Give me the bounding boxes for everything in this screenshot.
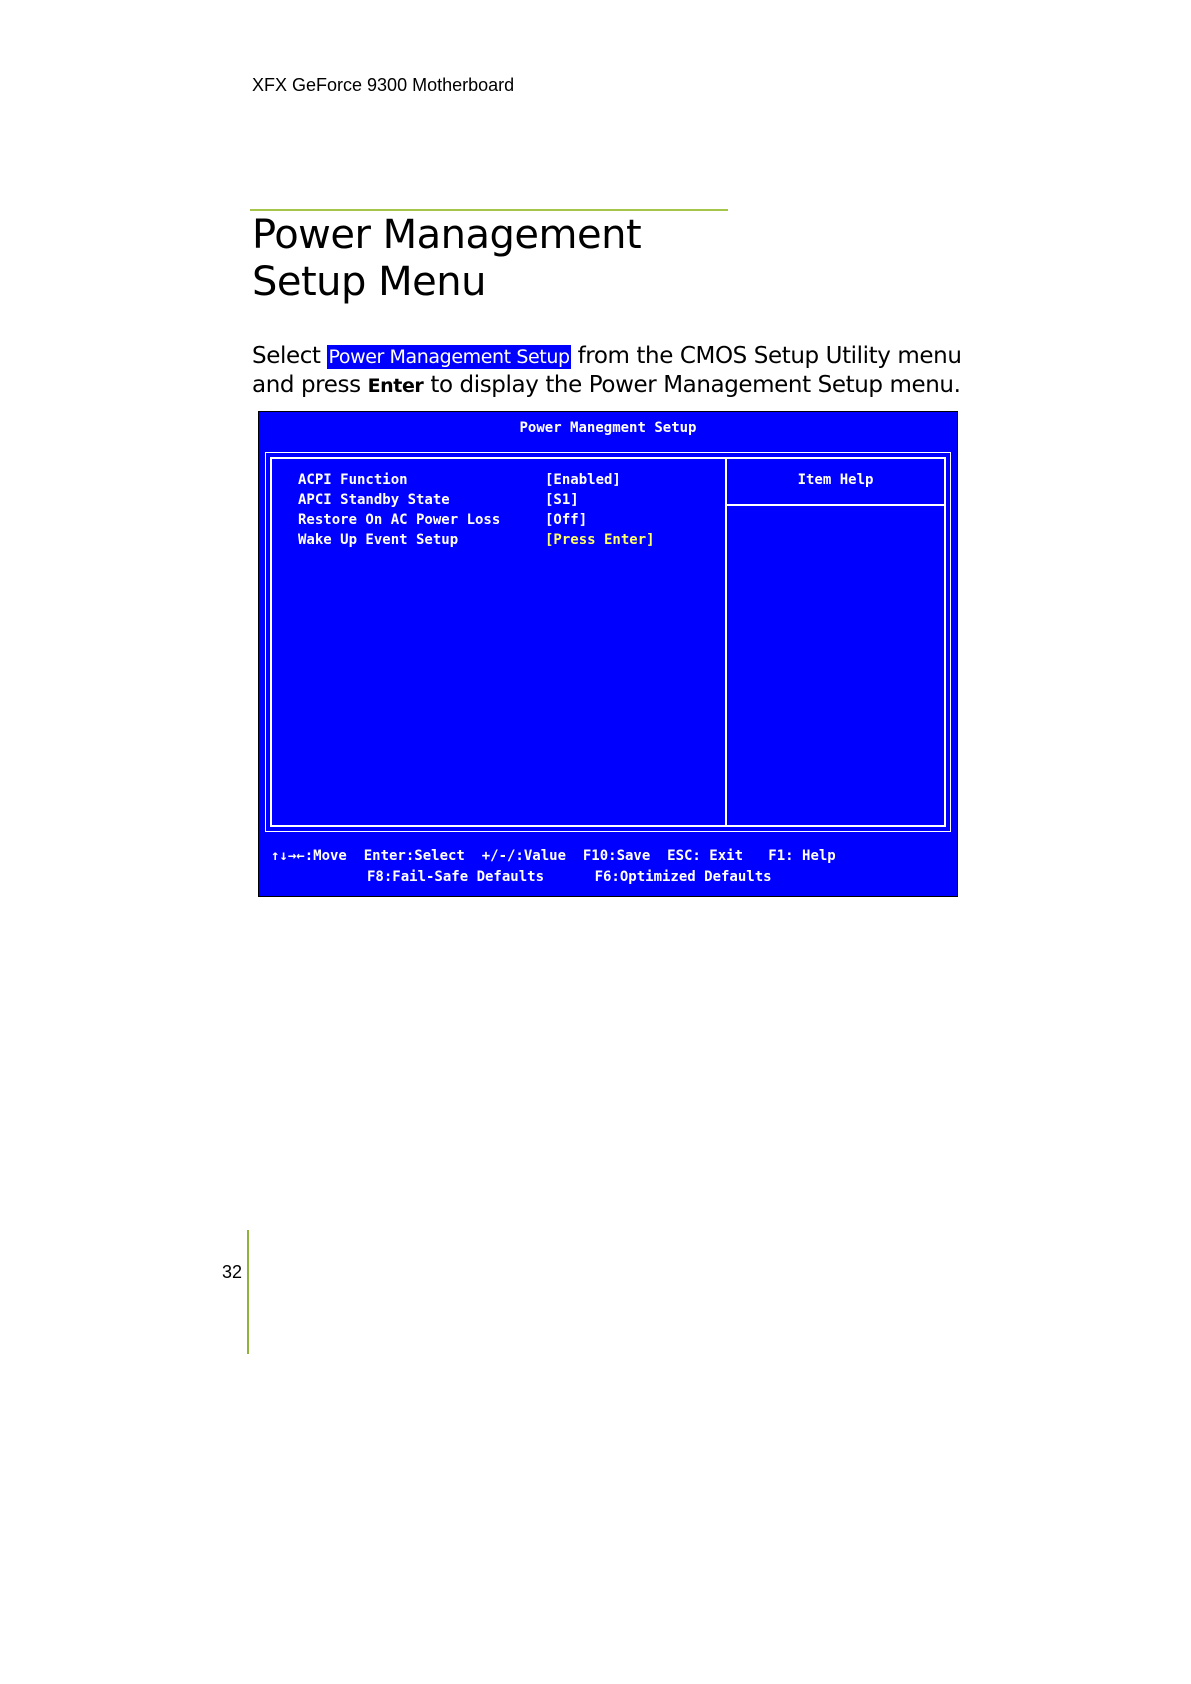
page-number-rule [247,1230,249,1354]
menu-name-highlight: Power Management Setup [328,346,570,368]
setting-label: Restore On AC Power Loss [298,512,501,528]
bios-help-divider [727,504,944,506]
intro-suffix: to display the Power Management Setup menu. [423,372,961,398]
bios-title: Power Manegment Setup [519,420,697,436]
setting-value[interactable]: [Enabled] [545,472,621,488]
bios-screenshot [258,411,958,897]
page-number: 32 [222,1262,243,1282]
section-title: Power Management Setup Menu [252,212,642,305]
document-header: XFX GeForce 9300 Motherboard [252,75,515,95]
bios-vertical-divider [725,457,727,827]
item-help-heading: Item Help [797,472,874,488]
setting-standby-state[interactable] [298,490,718,510]
setting-wake-up-event[interactable] [298,530,718,550]
bios-settings-list [298,470,718,550]
setting-acpi-function[interactable] [298,470,718,490]
setting-value[interactable]: [S1] [545,492,579,508]
intro-paragraph [252,342,992,400]
title-rule [250,209,728,211]
intro-middle: from the CMOS Setup Utility menu and press [252,343,962,398]
setting-value-submenu[interactable]: [Press Enter] [545,532,655,548]
setting-label: APCI Standby State [298,492,450,508]
setting-label: ACPI Function [298,472,408,488]
intro-prefix: Select [252,343,328,369]
setting-label: Wake Up Event Setup [298,532,459,548]
setting-restore-ac-power-loss[interactable] [298,510,718,530]
bios-key-legend [259,846,957,930]
setting-value[interactable]: [Off] [545,512,588,528]
key-legend-line-1: ↑↓→←:Move Enter:Select +/-/:Value F10:Save ESC: Exit F1: Help [271,848,836,864]
key-legend-line-2: F8:Fail-Safe Defaults F6:Optimized Defaults [367,869,772,885]
enter-key-label: Enter [367,375,424,397]
